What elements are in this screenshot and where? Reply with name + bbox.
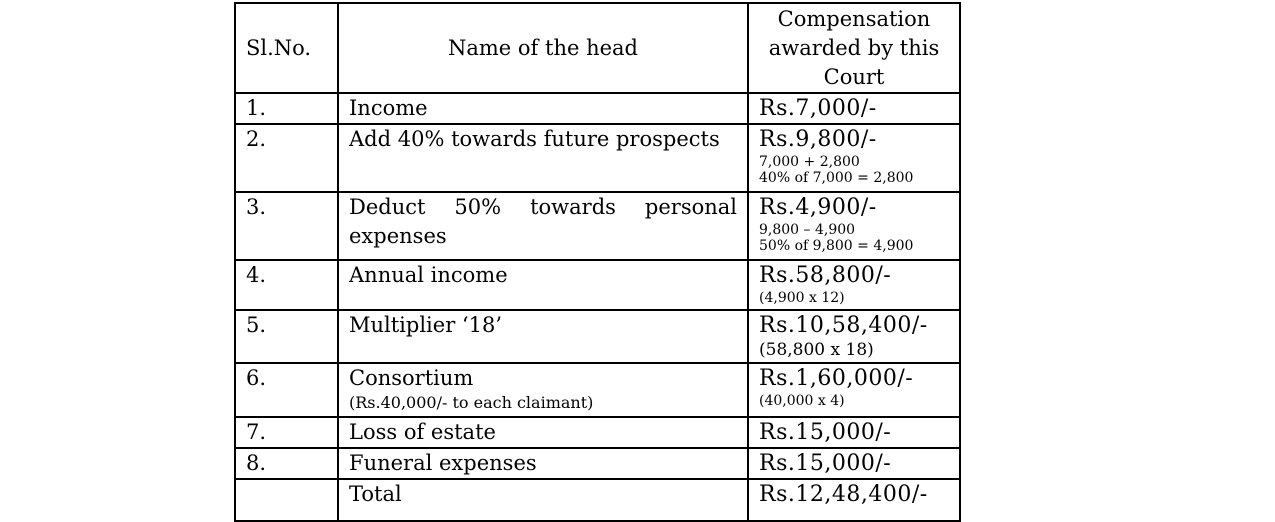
row-sl: 7.	[235, 417, 338, 448]
row-amount-cell	[748, 124, 960, 192]
row-head	[338, 417, 748, 448]
row-sl: 8.	[235, 448, 338, 479]
table-row	[235, 260, 960, 310]
row-sl: 6.	[235, 363, 338, 417]
row-head-label: Add 40% towards future prospects	[349, 127, 720, 151]
row-amount: Rs.58,800/-	[759, 263, 892, 288]
row-head	[338, 124, 748, 192]
compensation-table	[234, 2, 961, 522]
row-amount-cell	[748, 363, 960, 417]
table-header-row	[235, 3, 960, 93]
row-sl: 3.	[235, 192, 338, 260]
table-row	[235, 448, 960, 479]
row-calc-line1: (40,000 x 4)	[759, 393, 845, 409]
row-head	[338, 310, 748, 363]
row-sl: 1.	[235, 93, 338, 124]
row-amount-cell	[748, 260, 960, 310]
table-row	[235, 363, 960, 417]
total-amount: Rs.12,48,400/-	[759, 482, 928, 507]
row-calc-line2: 50% of 9,800 = 4,900	[759, 238, 914, 254]
row-amount: Rs.4,900/-	[759, 195, 877, 220]
total-amount-cell	[748, 479, 960, 521]
row-head	[338, 363, 748, 417]
row-amount: Rs.1,60,000/-	[759, 366, 914, 391]
row-head	[338, 192, 748, 260]
row-sl: 5.	[235, 310, 338, 363]
table-row	[235, 93, 960, 124]
table-row	[235, 417, 960, 448]
row-amount-cell	[748, 192, 960, 260]
row-head-label: Annual income	[349, 263, 508, 287]
total-row	[235, 479, 960, 521]
row-sl: 2.	[235, 124, 338, 192]
row-calc-line1: 7,000 + 2,800	[759, 154, 860, 170]
row-head-label: Income	[349, 96, 428, 120]
row-amount: Rs.9,800/-	[759, 127, 877, 152]
row-amount-cell	[748, 310, 960, 363]
header-compensation: Compensation awarded by this Court	[748, 3, 960, 93]
row-amount: Rs.10,58,400/-	[759, 313, 928, 338]
row-amount: Rs.15,000/-	[759, 420, 892, 445]
row-head-label: Consortium	[349, 366, 474, 390]
row-amount-cell	[748, 93, 960, 124]
row-head-label: Funeral expenses	[349, 451, 537, 475]
row-calc-line1: (4,900 x 12)	[759, 290, 845, 306]
row-head-label: Loss of estate	[349, 420, 496, 444]
header-name-of-head: Name of the head	[338, 3, 748, 93]
row-head	[338, 93, 748, 124]
row-amount: Rs.15,000/-	[759, 451, 892, 476]
row-calc-line2: 40% of 7,000 = 2,800	[759, 170, 914, 186]
row-head	[338, 448, 748, 479]
row-sl: 4.	[235, 260, 338, 310]
total-sl	[235, 479, 338, 521]
row-amount-cell	[748, 417, 960, 448]
row-amount-cell	[748, 448, 960, 479]
row-head	[338, 260, 748, 310]
table-row	[235, 192, 960, 260]
row-amount: Rs.7,000/-	[759, 96, 877, 121]
table-row	[235, 310, 960, 363]
row-head-label: Deduct 50% towards personal expenses	[349, 195, 737, 248]
total-label: Total	[338, 479, 748, 521]
header-sl-no: Sl.No.	[235, 3, 338, 93]
row-head-label: Multiplier ‘18’	[349, 313, 502, 337]
row-calc-line1: 9,800 – 4,900	[759, 222, 856, 238]
row-head-note: (Rs.40,000/- to each claimant)	[349, 393, 594, 412]
row-calc-line1: (58,800 x 18)	[759, 340, 874, 360]
table-row	[235, 124, 960, 192]
